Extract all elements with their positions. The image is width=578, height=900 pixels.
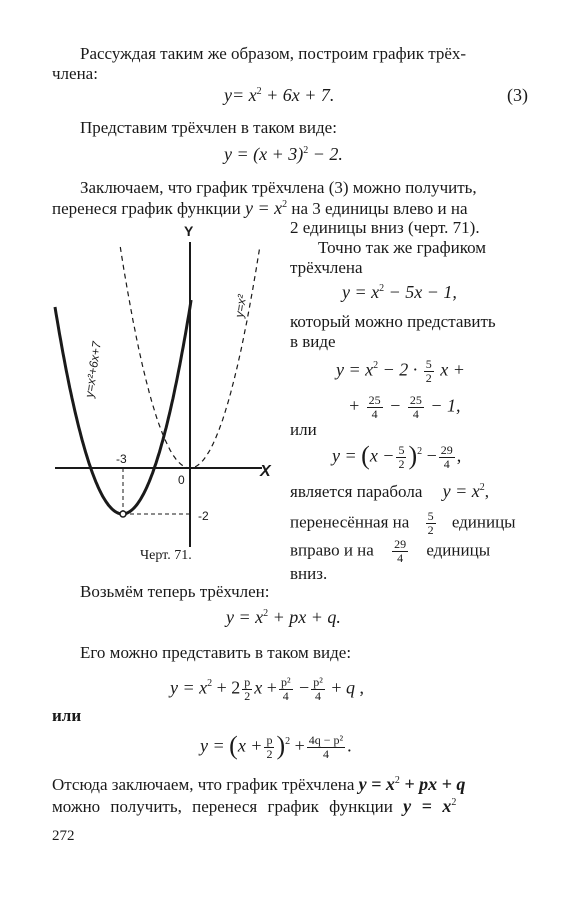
- paragraph-line: который можно представить: [290, 312, 496, 331]
- x-axis-label: X: [260, 463, 271, 480]
- y-tick-label: -2: [198, 509, 209, 523]
- equation-g: y = (x − $\frac{5}{2}$ )$^2$ − $\frac{29}{4}$ ,: [332, 440, 462, 471]
- page-number: 272: [52, 828, 75, 844]
- equation-d: $y = x^2 - 2$ · $\frac{5}{2}$ x +: [336, 357, 465, 385]
- paragraph-line: Возьмём теперь трёхчлен:: [80, 582, 270, 601]
- figure-71: [50, 222, 290, 562]
- shifted-parabola-curve: [55, 300, 191, 514]
- paragraph-line: можно получить, перенеся график функции $y = x^2$: [52, 796, 457, 816]
- base-curve-label: y=x²: [232, 293, 250, 319]
- equation-number: (3): [507, 85, 528, 105]
- fraction: $\frac{25}{4}$: [368, 393, 381, 421]
- paragraph-line: Рассуждая таким же образом, построим график трёх-: [80, 44, 467, 63]
- paragraph-line: перенесённая на $\frac{5}{2}$ единицы: [290, 509, 516, 537]
- paragraph-line: вниз.: [290, 564, 328, 583]
- paragraph-line: в виде: [290, 332, 336, 351]
- paragraph-line: или: [290, 420, 317, 439]
- paragraph-line: вправо и на $\frac{29}{4}$ единицы: [290, 537, 491, 565]
- paragraph-line: трёхчлена: [290, 258, 363, 277]
- equation-general-expanded: $y = x^2 + 2$ $\frac{p}{2}$ x + $\frac{\text{p²}}{4}$ − $\frac{\text{p²}}{4}$ + q ,: [170, 675, 364, 703]
- equation-e: + $\frac{25}{4}$ − $\frac{25}{4}$ − 1,: [348, 393, 461, 421]
- vertex-point: [120, 511, 126, 517]
- paragraph-line: Представим трёхчлен в таком виде:: [80, 118, 337, 137]
- origin-label: 0: [178, 473, 185, 487]
- x-tick-label: -3: [116, 452, 127, 466]
- paragraph-line: или: [52, 706, 82, 725]
- equation-vertex-form: $y = (x + 3)^2 - 2$.: [224, 144, 343, 164]
- fraction: $\frac{5}{2}$: [425, 357, 432, 385]
- y-axis-label: Y: [184, 223, 194, 239]
- paragraph-line: Отсюда заключаем, что график трёхчлена $y = x^2$ + px + q: [52, 774, 466, 794]
- equation-general: $y = x^2$ + px + q.: [226, 607, 341, 627]
- fraction: $\frac{25}{4}$: [409, 393, 422, 421]
- paragraph-line: перенеся график функции $y = x^2$ на 3 единицы влево и на: [52, 198, 468, 218]
- equation-c: $y = x^2 - 5x - 1$,: [342, 282, 457, 302]
- equation-general-vertex: y = (x + $\frac{p}{2}$ )$^2$ + $\frac{\text{4q − p²}}{4}$ .: [200, 730, 352, 761]
- shifted-curve-label: y=x²+6x+7: [82, 340, 104, 399]
- equation-3: $y= x^2 + 6x + 7$.: [224, 85, 335, 105]
- figure-caption: Черт. 71.: [140, 548, 192, 563]
- paragraph-line: члена:: [52, 64, 98, 83]
- paragraph-line: 2 единицы вниз (черт. 71).: [290, 218, 480, 237]
- paragraph-line: является парабола $y = x^2$,: [290, 481, 489, 501]
- paragraph-line: Заключаем, что график трёхчлена (3) можно получить,: [80, 178, 477, 197]
- paragraph-line: Его можно представить в таком виде:: [80, 643, 352, 662]
- paragraph-line: Точно так же графиком: [318, 238, 487, 257]
